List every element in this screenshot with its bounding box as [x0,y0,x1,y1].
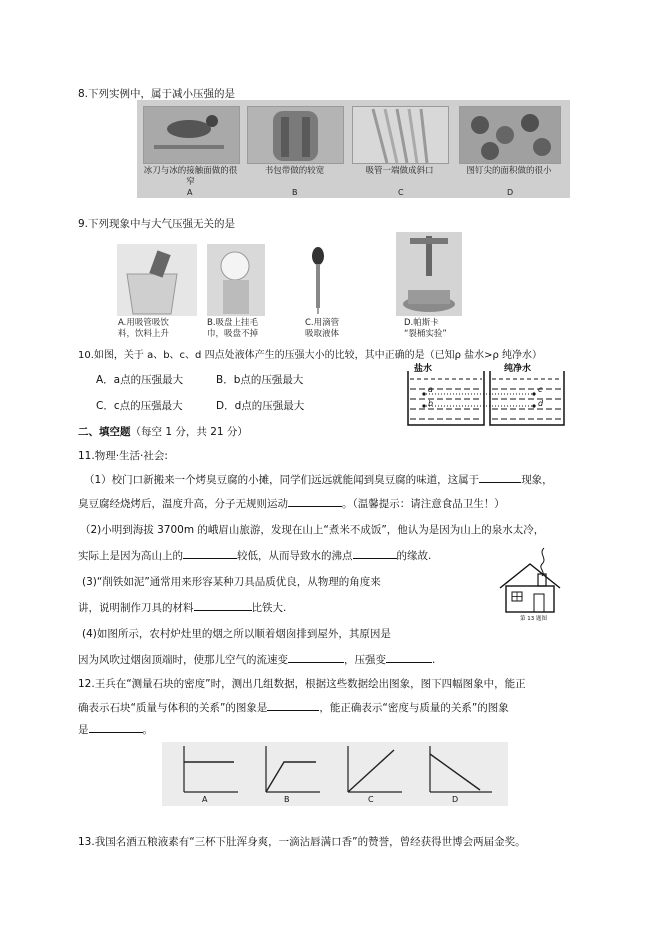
q10-point-c: c [538,385,543,394]
q9-photo-a [117,244,197,316]
q11-part2-line1: （2)小明到海拔 3700m 的峨眉山旅游，发现在山上“煮米不成饭”，他认为是因为山上的泉水太冷， [80,524,545,536]
q12-graphs-svg [162,742,508,798]
q12-line2 [78,700,509,715]
q12-l3a: 是 [78,724,89,736]
q11-p2b: 实际上是因为高山上的 [78,550,183,562]
q11-p2d: 的缘故. [396,550,432,562]
q9-caption-d-line1: D.帕斯卡 [404,318,439,328]
q9-caption-a [118,318,198,340]
q11-part4-line1: (4)如图所示，农村炉灶里的烟之所以顺着烟囱排到屋外，其原因是 [82,628,391,640]
q8-caption-a: 冰刀与冰的接触面做的很窄 [143,166,238,187]
section-2-heading [78,424,248,439]
q11-part3-line1: (3)“削铁如泥”通常用来形容某种刀具品质优良，从物理的角度来 [82,576,381,588]
q11-p4c: ，压强变 [344,654,386,666]
q11-blank-4[interactable] [353,548,397,559]
q9-caption-c-line1: C.用滴管 [305,318,340,328]
q12-letter-c: C [368,795,374,804]
q11-p1a: （1）校门口新搬来一个烤臭豆腐的小摊，同学们远远就能闻到臭豆腐的味道，这属于 [84,474,480,486]
q12-graphs-strip [162,742,508,806]
q11-part4-line2 [78,652,435,667]
q10-point-a: a [428,385,433,394]
q9-caption-b [207,318,287,340]
q9-caption-d [404,318,484,340]
q12-l3b: 。 [142,724,153,736]
q10-option-b: B．b点的压强最大 [216,374,304,386]
q10-text: 10.如图，关于 a、b、c、d 四点处液体产生的压强大小的比较，其中正确的是（已知ρ 盐水>ρ 纯净水） [78,350,543,361]
q11-part2-line2 [78,548,431,563]
q10-label-salt-water: 盐水 [414,364,433,374]
q9-caption-d-line2: “裂桶实验” [404,329,447,339]
q9-photo-d [396,232,462,316]
q12-graph-c [348,746,402,792]
q12-l2b: ，能正确表示“密度与质量的关系”的图象 [319,702,509,714]
q8-photo-d [459,106,561,164]
section-2-title: 二、填空题 [78,426,131,438]
q12-blank-1[interactable] [267,700,319,711]
q11-blank-6[interactable] [288,652,344,663]
q11-p4d: . [432,654,436,666]
q8-letter-d: D [507,188,514,197]
q9-caption-a-line2: 料，饮料上升 [118,329,170,339]
q12-blank-2[interactable] [89,722,143,733]
q12-letter-d: D [452,795,459,804]
q8-letter-a: A [187,188,193,197]
q12-line1: 12.王兵在“测量石块的密度”时，测出几组数据，根据这些数据绘出图象，图下四幅图象中，能正 [78,678,526,690]
q12-letter-a: A [202,795,208,804]
q10-option-a: A．a点的压强最大 [96,374,184,386]
q12-l2a: 确表示石块“质量与体积的关系”的图象是 [78,702,268,714]
q12-graph-b [266,746,320,792]
q8-letter-b: B [292,188,298,197]
house-figure-caption: 第 13 题图 [520,616,547,622]
q11-p2c: 较低，从而导致水的沸点 [237,550,353,562]
q8-caption-d: 图钉尖的面积做的很小 [466,166,552,176]
q10-label-pure-water: 纯净水 [504,364,532,374]
q11-p1b: 现象， [521,474,553,486]
q8-text: 8.下列实例中，属于减小压强的是 [78,88,236,100]
q9-text: 9.下列现象中与大气压强无关的是 [78,218,236,230]
q11-part1-line2 [78,496,505,511]
q10-figure [406,363,568,429]
q9-caption-b-line1: B.吸盘上挂毛 [207,318,259,328]
q8-caption-c: 吸管一端做成斜口 [365,166,434,176]
q9-photo-b [207,244,265,316]
q8-photo-c [352,106,449,164]
q11-p4b: 因为风吹过烟囱顶端时，使那儿空气的流速变 [78,654,288,666]
q8-image-strip [137,100,570,198]
q9-photo-c [305,246,331,314]
q12-line3 [78,722,153,737]
q10-point-b: b [428,399,434,408]
q12-graph-d [430,746,492,792]
q11-part3-line2 [78,600,286,615]
q11-p3c: 比铁大. [251,602,287,614]
q9-caption-c [305,318,365,340]
q13-text: 13.我国名酒五粮液素有“三杯下肚浑身爽，一滴沾唇满口香”的赞誉，曾经获得世博会两届金奖。 [78,836,526,848]
q11-p1c: 臭豆腐经烧烤后，温度升高，分子无规则运动 [78,498,288,510]
q12-graph-a [184,746,238,792]
q8-caption-b: 书包带做的较宽 [264,166,325,176]
q9-caption-b-line2: 巾，吸盘不掉 [207,329,259,339]
q11-p3b: 讲，说明制作刀具的材料 [78,602,194,614]
q10-option-d: D．d点的压强最大 [216,400,305,412]
q8-letter-c: C [398,188,404,197]
q11-blank-2[interactable] [288,496,342,507]
q11-heading: 11.物理·生活·社会: [78,450,168,462]
q10-option-c: C．c点的压强最大 [96,400,183,412]
section-2-note: （每空 1 分，共 21 分） [130,426,248,438]
q11-p1d: 。（温馨提示：请注意食品卫生！） [342,498,505,510]
q11-blank-7[interactable] [386,652,432,663]
q9-caption-c-line2: 吸取液体 [305,329,340,339]
q11-blank-5[interactable] [194,600,252,611]
q8-photo-a [143,106,240,164]
q11-blank-1[interactable] [479,472,521,483]
q10-point-d: d [538,399,544,408]
q12-letter-b: B [284,795,290,804]
q11-part1-line1 [84,472,553,487]
q8-photo-b [247,106,344,164]
q9-caption-a-line1: A.用吸管吸饮 [118,318,169,328]
q11-blank-3[interactable] [183,548,237,559]
house-chimney-figure [498,546,566,622]
